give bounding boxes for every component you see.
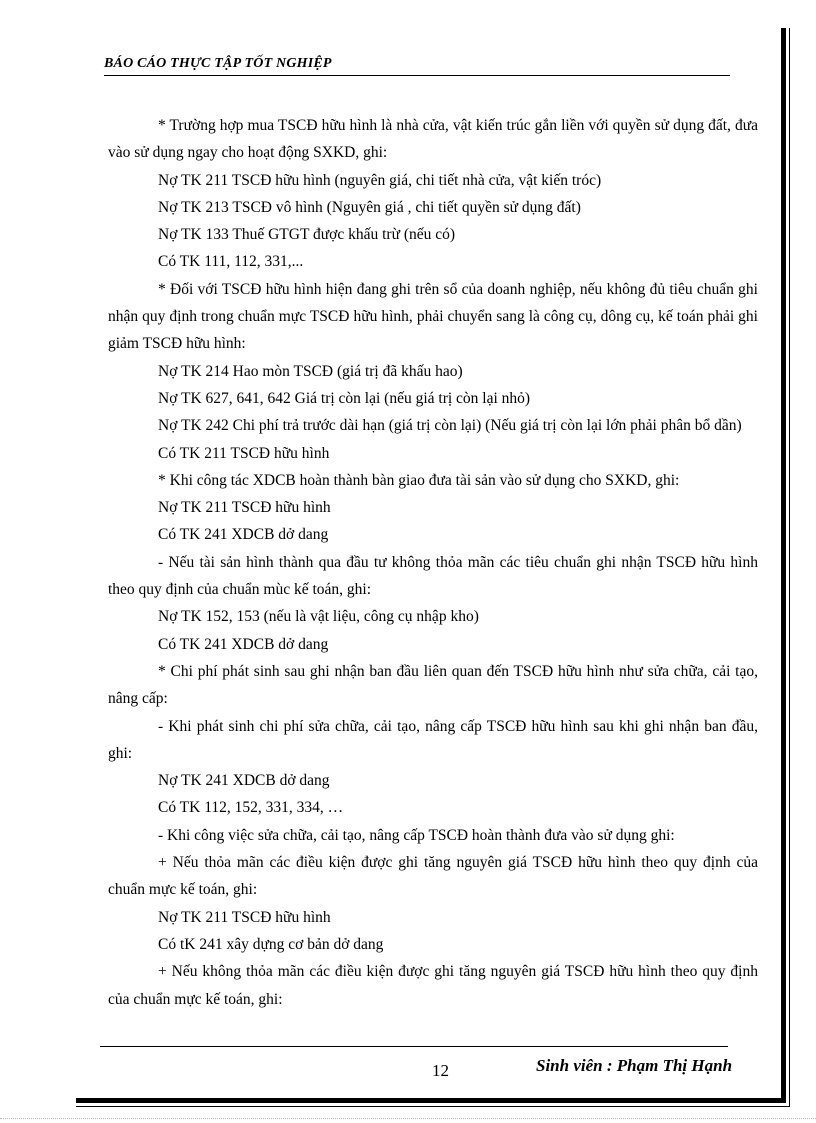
paragraph: * Trường hợp mua TSCĐ hữu hình là nhà cửa, vật kiến trúc gắn liền với quyền sử dụng đất, đưa vào sử dụng ngay cho hoạt động SXKD, ghi:: [108, 117, 758, 162]
paragraph: Nợ TK 133 Thuế GTGT được khấu trừ (nếu có): [158, 226, 456, 244]
paragraph: Nợ TK 241 XDCB dở dang: [158, 772, 330, 790]
paragraph: Nợ TK 242 Chi phí trả trước dài hạn (giá trị còn lại) (Nếu giá trị còn lại lớn phải phân bổ dần): [158, 417, 742, 435]
paragraph: * Đối với TSCĐ hữu hình hiện đang ghi trên sổ của doanh nghiệp, nếu không đủ tiêu chuẩn ghi nhận quy định trong chuẩn mực TSCĐ hữu hình, phải chuyển sang là công cụ, dông cụ, kế toán phải ghi giảm TSCĐ hữu hình:: [108, 280, 758, 353]
paragraph: Nợ TK 214 Hao mòn TSCĐ (giá trị đã khấu hao): [158, 362, 463, 380]
document-body: [108, 112, 758, 1013]
paragraph: - Khi phát sinh chi phí sửa chữa, cải tạo, nâng cấp TSCĐ hữu hình sau khi ghi nhận ban đầu, ghi:: [108, 717, 758, 762]
page-break-line: [0, 1118, 816, 1119]
student-name: Sinh viên : Phạm Thị Hạnh: [536, 1056, 733, 1075]
paragraph: Nợ TK 211 TSCĐ hữu hình: [158, 908, 331, 926]
page-header-title: BÁO CÁO THỰC TẬP TỐT NGHIỆP: [104, 56, 730, 76]
paragraph: Nợ TK 211 TSCĐ hữu hình (nguyên giá, chi tiết nhà cửa, vật kiến tróc): [158, 171, 602, 189]
page-number: 12: [432, 1061, 449, 1080]
paragraph: Nợ TK 213 TSCĐ vô hình (Nguyên giá , chi tiết quyền sử dụng đất): [158, 198, 581, 216]
paragraph: Có TK 241 XDCB dở dang: [158, 635, 329, 653]
paragraph: * Khi công tác XDCB hoàn thành bàn giao đưa tài sản vào sử dụng cho SXKD, ghi:: [158, 471, 680, 489]
paragraph: Có tK 241 xây dựng cơ bản dở dang: [158, 935, 384, 953]
paragraph: - Khi công việc sửa chữa, cải tạo, nâng cấp TSCĐ hoàn thành đưa vào sử dụng ghi:: [158, 826, 675, 844]
paragraph: + Nếu không thỏa mãn các điều kiện được ghi tăng nguyên giá TSCĐ hữu hình theo quy định của chuẩn mực kế toán, ghi:: [108, 963, 758, 1008]
paragraph: Nợ TK 211 TSCĐ hữu hình: [158, 499, 331, 517]
paragraph: Có TK 241 XDCB dở dang: [158, 526, 329, 544]
paragraph: Nợ TK 152, 153 (nếu là vật liệu, công cụ nhập kho): [158, 608, 479, 626]
paragraph: Có TK 112, 152, 331, 334, …: [158, 799, 344, 817]
footer-divider: [100, 1046, 728, 1047]
paragraph: * Chi phí phát sinh sau ghi nhận ban đầu liên quan đến TSCĐ hữu hình như sửa chữa, cải tạo, nâng cấp:: [108, 662, 758, 708]
paragraph: Nợ TK 627, 641, 642 Giá trị còn lại (nếu giá trị còn lại nhỏ): [158, 389, 531, 407]
paragraph: Có TK 211 TSCĐ hữu hình: [158, 444, 330, 462]
paragraph: - Nếu tài sản hình thành qua đầu tư không thỏa mãn các tiêu chuẩn ghi nhận TSCĐ hữu hình theo quy định của chuẩn mùc kế toán, ghi:: [108, 553, 758, 599]
paragraph: + Nếu thỏa mãn các điều kiện được ghi tăng nguyên giá TSCĐ hữu hình theo quy định của chuẩn mực kế toán, ghi:: [108, 854, 758, 899]
paragraph: Có TK 111, 112, 331,...: [158, 253, 304, 271]
